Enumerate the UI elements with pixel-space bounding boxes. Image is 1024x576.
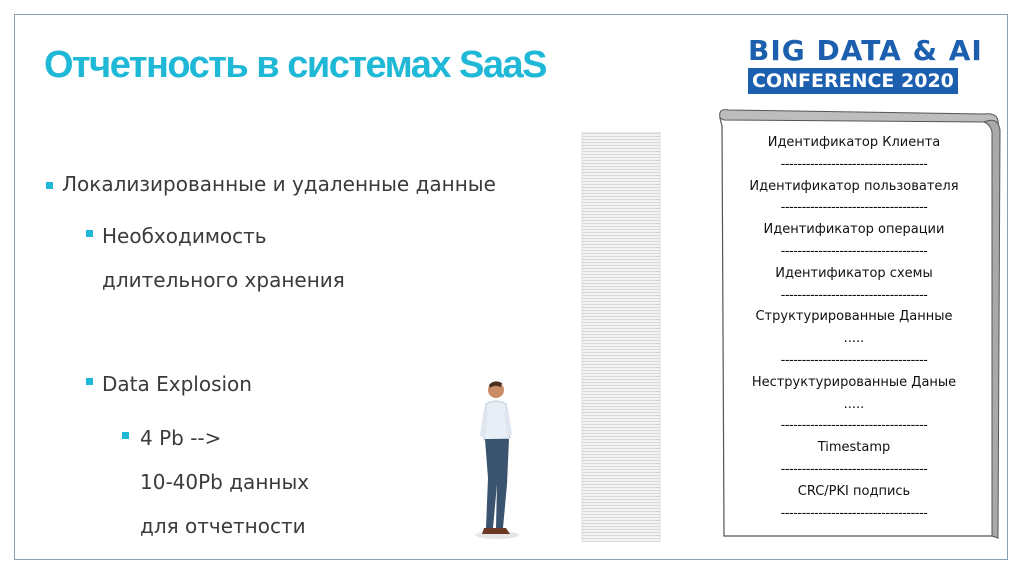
bullet-item-continuation: для отчетности <box>140 514 306 538</box>
bullet-item: 4 Pb --> <box>140 426 222 450</box>
record-separator: ----------------------------------- <box>780 243 928 259</box>
bullet-item: Необходимость <box>102 224 267 248</box>
paper-stack-image <box>580 132 662 542</box>
record-line: Неструктурированные Даные <box>751 374 957 390</box>
record-ellipsis: ..... <box>843 396 865 412</box>
record-separator: ----------------------------------- <box>780 287 928 303</box>
record-separator: ----------------------------------- <box>780 200 928 216</box>
record-separator: ----------------------------------- <box>780 156 928 172</box>
record-line: Идентификатор операции <box>763 222 945 238</box>
record-ellipsis: ..... <box>843 331 865 347</box>
record-line: Идентификатор Клиента <box>767 135 941 150</box>
conference-logo <box>748 36 988 94</box>
bullet-marker <box>86 230 93 237</box>
bullet-marker <box>86 378 93 385</box>
record-line: Структурированные Данные <box>755 309 953 325</box>
bullet-item: Локализированные и удаленные данные <box>62 172 496 196</box>
logo-line-2: CONFERENCE 2020 <box>748 68 958 94</box>
record-separator: ----------------------------------- <box>780 505 928 521</box>
bullet-marker <box>46 182 53 189</box>
bullet-marker <box>122 432 129 439</box>
record-separator: ----------------------------------- <box>780 352 928 368</box>
record-field-list <box>734 132 974 524</box>
record-separator: ----------------------------------- <box>780 461 928 477</box>
record-line: Timestamp <box>817 440 891 456</box>
record-line: Идентификатор пользователя <box>749 178 959 194</box>
record-separator: ----------------------------------- <box>780 418 928 434</box>
slide-title: Отчетность в системах SaaS <box>44 44 546 86</box>
logo-line-1: BIG DATA & AI <box>748 34 983 67</box>
record-line: Идентификатор схемы <box>775 265 933 281</box>
person-figure-image <box>470 378 530 540</box>
bullet-item: Data Explosion <box>102 372 252 396</box>
record-line: CRC/PKI подпись <box>797 483 911 499</box>
bullet-item-continuation: длительного хранения <box>102 268 345 292</box>
bullet-item-continuation: 10-40Pb данных <box>140 470 310 494</box>
